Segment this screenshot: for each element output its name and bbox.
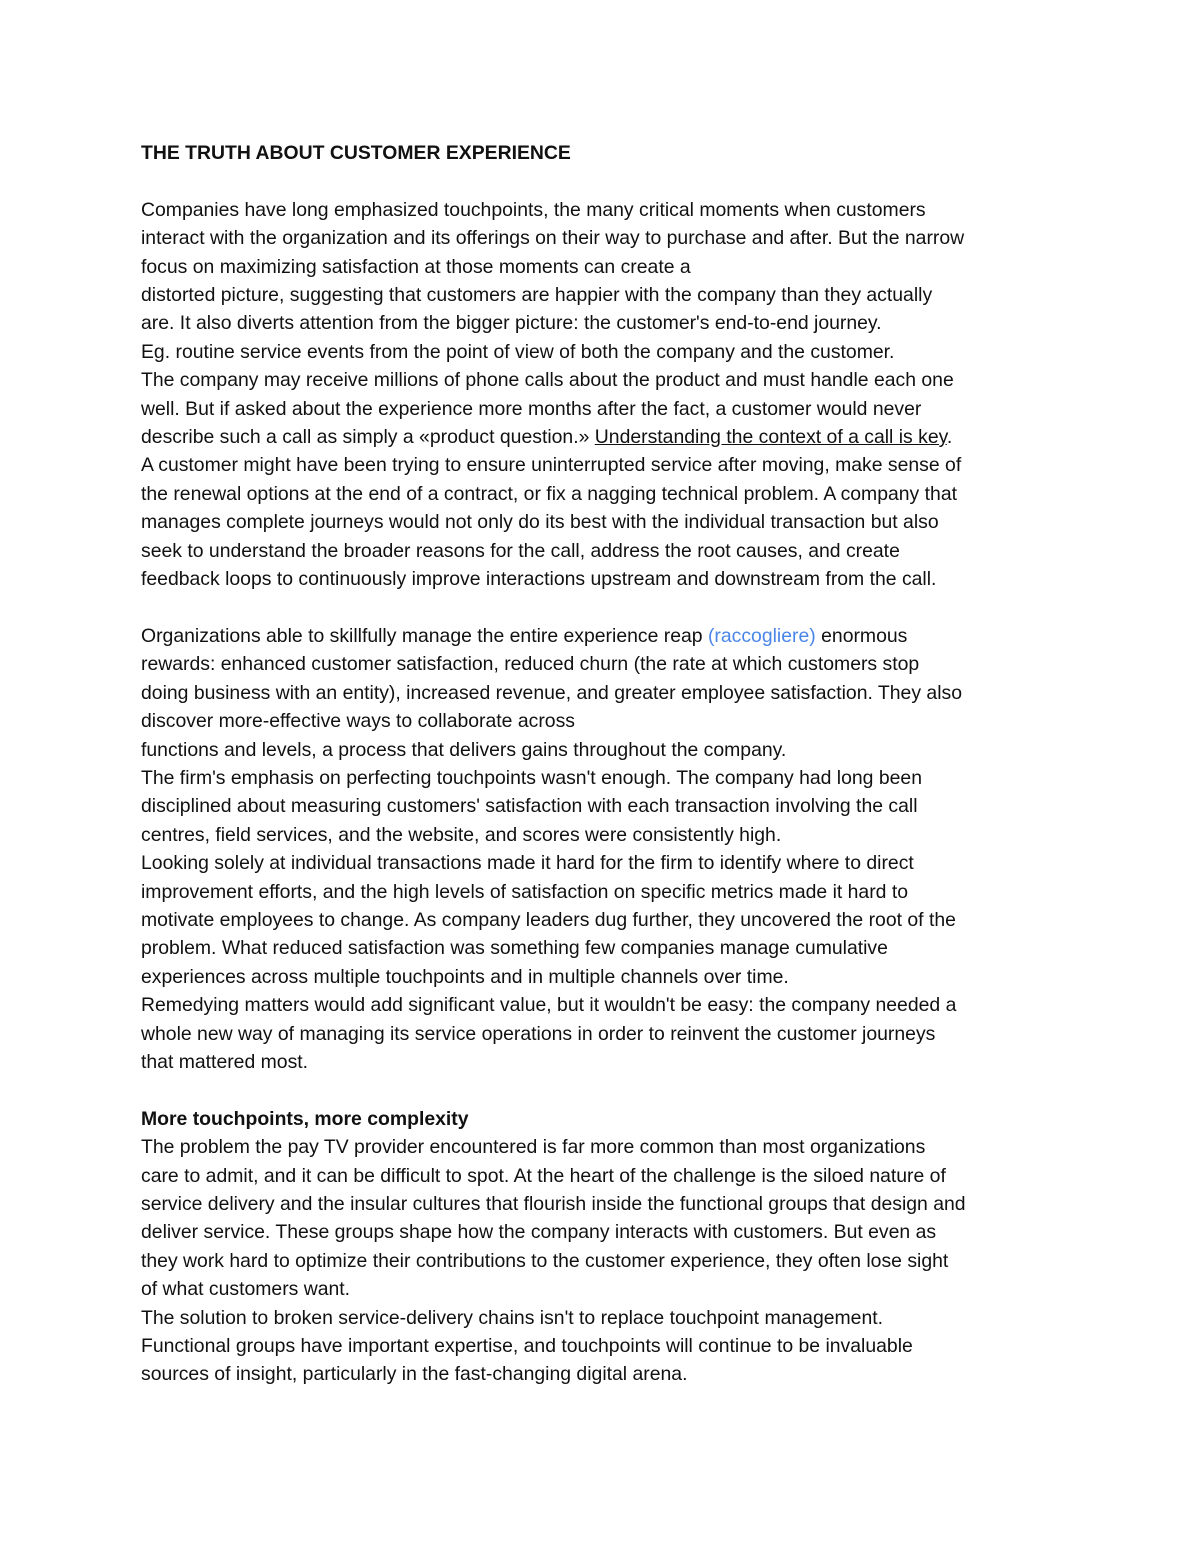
document-title: THE TRUTH ABOUT CUSTOMER EXPERIENCE	[141, 142, 571, 164]
text-line: seek to understand the broader reasons for the call, address the root causes, and create	[141, 539, 900, 562]
text-line: service delivery and the insular cultures that flourish inside the functional groups that design and	[141, 1192, 966, 1215]
text-line: problem. What reduced satisfaction was something few companies manage cumulative	[141, 937, 888, 960]
text-line: disciplined about measuring customers' satisfaction with each transaction involving the call	[141, 795, 918, 818]
text-line: care to admit, and it can be difficult to spot. At the heart of the challenge is the siloed nature of	[141, 1164, 946, 1187]
text-line: centres, field services, and the website, and scores were consistently high.	[141, 823, 782, 846]
section-2	[141, 1105, 1071, 1389]
document-page	[141, 139, 1071, 1389]
text-segment: Organizations able to skillfully manage the entire experience reap	[141, 624, 708, 647]
text-line: functions and levels, a process that delivers gains throughout the company.	[141, 738, 787, 761]
text-line: focus on maximizing satisfaction at those moments can create a	[141, 255, 691, 278]
text-line: The company may receive millions of phone calls about the product and must handle each one	[141, 369, 954, 392]
text-line: The solution to broken service-delivery chains isn't to replace touchpoint management.	[141, 1306, 884, 1329]
text-line: motivate employees to change. As company leaders dug further, they uncovered the root of the	[141, 908, 956, 931]
text-line: are. It also diverts attention from the bigger picture: the customer's end-to-end journey.	[141, 312, 882, 335]
text-line: Eg. routine service events from the point of view of both the company and the customer.	[141, 340, 895, 363]
text-line: interact with the organization and its offerings on their way to purchase and after. But the narrow	[141, 227, 965, 250]
text-line	[141, 423, 1071, 451]
text-line: Looking solely at individual transactions made it hard for the firm to identify where to direct	[141, 852, 914, 875]
text-line: experiences across multiple touchpoints and in multiple channels over time.	[141, 965, 789, 988]
text-segment: enormous	[815, 624, 908, 647]
text-segment: .	[946, 426, 953, 449]
text-line: Remedying matters would add significant value, but it wouldn't be easy: the company needed a	[141, 994, 957, 1017]
text-segment: describe such a call as simply a «product question.»	[141, 426, 595, 449]
text-line: well. But if asked about the experience more months after the fact, a customer would never	[141, 397, 922, 420]
text-line: rewards: enhanced customer satisfaction, reduced churn (the rate at which customers stop	[141, 653, 920, 676]
text-line: deliver service. These groups shape how the company interacts with customers. But even as	[141, 1221, 937, 1244]
text-line: discover more-effective ways to collaborate across	[141, 710, 575, 733]
text-line: whole new way of managing its service operations in order to reinvent the customer journeys	[141, 1022, 936, 1045]
text-line: The firm's emphasis on perfecting touchpoints wasn't enough. The company had long been	[141, 766, 922, 789]
blank-line	[141, 1076, 1071, 1104]
blank-line	[141, 593, 1071, 621]
text-line: they work hard to optimize their contributions to the customer experience, they often lose sight	[141, 1249, 949, 1272]
text-line: A customer might have been trying to ensure uninterrupted service after moving, make sense of	[141, 454, 962, 477]
text-line: manages complete journeys would not only do its best with the individual transaction but also	[141, 511, 939, 534]
paragraph-1	[141, 196, 1071, 594]
text-line: feedback loops to continuously improve interactions upstream and downstream from the call.	[141, 568, 937, 591]
text-line: distorted picture, suggesting that customers are happier with the company than they actually	[141, 284, 933, 307]
text-line: Functional groups have important expertise, and touchpoints will continue to be invaluable	[141, 1335, 913, 1358]
text-line: that mattered most.	[141, 1050, 309, 1073]
text-line: of what customers want.	[141, 1278, 351, 1301]
text-line: The problem the pay TV provider encountered is far more common than most organizations	[141, 1136, 926, 1159]
text-line	[141, 622, 1071, 650]
underlined-phrase: Understanding the context of a call is key	[594, 426, 947, 449]
paragraph-2	[141, 622, 1071, 1077]
text-line: doing business with an entity), increased revenue, and greater employee satisfaction. They also	[141, 681, 962, 704]
text-line: the renewal options at the end of a contract, or fix a nagging technical problem. A company that	[141, 482, 957, 505]
section-heading: More touchpoints, more complexity	[141, 1107, 469, 1130]
text-line: Companies have long emphasized touchpoints, the many critical moments when customers	[141, 198, 926, 221]
text-line: sources of insight, particularly in the fast-changing digital arena.	[141, 1363, 688, 1386]
text-line: improvement efforts, and the high levels of satisfaction on specific metrics made it hard to	[141, 880, 909, 903]
translation-note: (raccogliere)	[707, 624, 816, 647]
blank-line	[141, 167, 1071, 195]
